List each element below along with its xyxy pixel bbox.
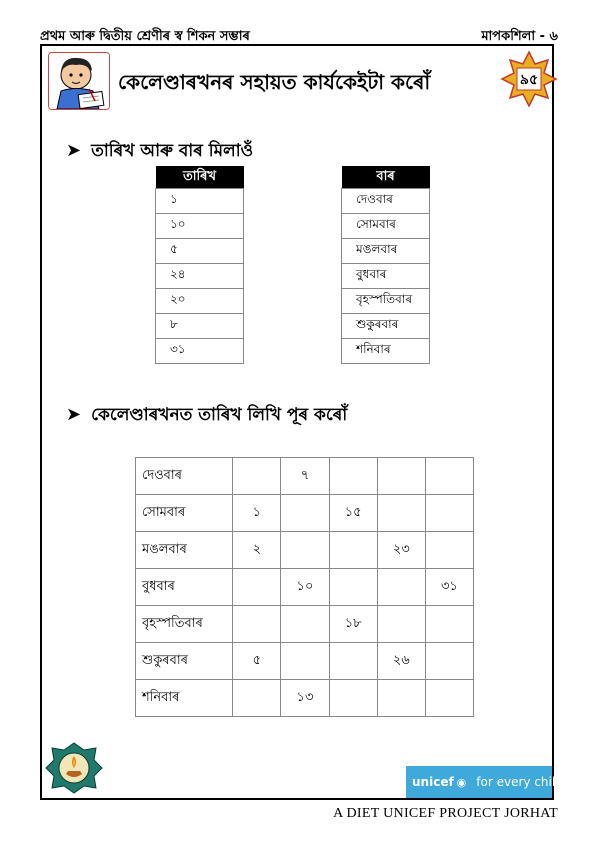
date-cell: ১০ [156, 214, 244, 239]
calendar-day-name: বুধবাৰ [136, 569, 233, 606]
calendar-date-cell: ১৫ [329, 495, 377, 532]
calendar-date-cell [233, 680, 281, 717]
day-cell: শনিবাৰ [342, 339, 430, 364]
date-row [156, 339, 244, 364]
section-calendar-heading [66, 402, 347, 430]
unicef-globe-icon: ◉ [456, 775, 467, 789]
date-row [156, 264, 244, 289]
calendar-date-cell [425, 458, 473, 495]
calendar-row [136, 495, 474, 532]
date-row [156, 239, 244, 264]
unicef-tagline: for every child [476, 775, 563, 789]
date-cell: ৫ [156, 239, 244, 264]
calendar-day-name: বৃহস্পতিবাৰ [136, 606, 233, 643]
calendar-day-name: শনিবাৰ [136, 680, 233, 717]
calendar-day-name: দেওবাৰ [136, 458, 233, 495]
calendar-date-cell [425, 643, 473, 680]
unicef-banner [406, 766, 563, 798]
calendar-date-cell [425, 680, 473, 717]
date-row [156, 214, 244, 239]
page-number-badge [500, 50, 558, 108]
day-row [342, 314, 430, 339]
calendar-date-cell [425, 532, 473, 569]
page-title: কেলেণ্ডাৰখনৰ সহায়ত কাৰ্যকেইটা কৰোঁ [118, 70, 431, 94]
day-row [342, 214, 430, 239]
day-cell: বৃহস্পতিবাৰ [342, 289, 430, 314]
section-match-heading [66, 138, 253, 166]
calendar-day-name: সোমবাৰ [136, 495, 233, 532]
dates-table [155, 166, 244, 364]
lamp-emblem-icon [44, 742, 104, 794]
header-right-chapter: মাপকশিলা - ৬ [481, 29, 558, 44]
days-header: বাৰ [342, 166, 430, 189]
calendar-date-cell [233, 606, 281, 643]
calendar-date-cell: ২৬ [377, 643, 425, 680]
day-cell: শুকুৰবাৰ [342, 314, 430, 339]
calendar-date-cell [329, 569, 377, 606]
unicef-wordmark: unicef [412, 775, 454, 789]
day-row [342, 264, 430, 289]
day-cell: বুধবাৰ [342, 264, 430, 289]
calendar-date-cell: ২ [233, 532, 281, 569]
calendar-row [136, 569, 474, 606]
calendar-row [136, 458, 474, 495]
dates-header: তাৰিখ [156, 166, 244, 189]
calendar-date-cell [377, 495, 425, 532]
day-cell: মঙলবাৰ [342, 239, 430, 264]
calendar-row [136, 680, 474, 717]
calendar-row [136, 606, 474, 643]
arrow-right-icon: ➤ [66, 140, 82, 161]
calendar-date-cell: ১০ [281, 569, 329, 606]
date-row [156, 289, 244, 314]
date-row [156, 314, 244, 339]
day-cell: দেওবাৰ [342, 189, 430, 214]
calendar-date-cell: ১৮ [329, 606, 377, 643]
footer-project-credit: A DIET UNICEF PROJECT JORHAT [333, 806, 558, 821]
calendar-date-cell [281, 532, 329, 569]
calendar-day-name: মঙলবাৰ [136, 532, 233, 569]
calendar-date-cell [233, 458, 281, 495]
calendar-date-cell [281, 643, 329, 680]
calendar-day-name: শুকুৰবাৰ [136, 643, 233, 680]
date-cell: ৩১ [156, 339, 244, 364]
day-cell: সোমবাৰ [342, 214, 430, 239]
header-left-title: প্ৰথম আৰু দ্বিতীয় শ্ৰেণীৰ স্ব শিকন সম্ভাৰ [40, 29, 250, 44]
calendar-row [136, 532, 474, 569]
page-number: ৯৫ [519, 72, 539, 88]
calendar-date-cell [425, 495, 473, 532]
calendar-date-cell: ১৩ [281, 680, 329, 717]
calendar-date-cell [233, 569, 281, 606]
calendar-date-cell: ৩১ [425, 569, 473, 606]
day-row [342, 339, 430, 364]
calendar-date-cell [281, 606, 329, 643]
calendar-date-cell [329, 680, 377, 717]
section-calendar-label: কেলেণ্ডাৰখনত তাৰিখ লিখি পূৰ কৰোঁ [91, 405, 348, 425]
calendar-date-cell [329, 643, 377, 680]
calendar-date-cell [329, 532, 377, 569]
calendar-date-cell [377, 680, 425, 717]
calendar-date-cell [377, 458, 425, 495]
calendar-date-cell: ৫ [233, 643, 281, 680]
day-row [342, 289, 430, 314]
calendar-date-cell [377, 569, 425, 606]
calendar-grid [135, 457, 474, 717]
arrow-right-icon: ➤ [66, 404, 82, 425]
child-writing-icon [48, 52, 110, 110]
calendar-row [136, 643, 474, 680]
date-cell: ৮ [156, 314, 244, 339]
date-cell: ১ [156, 189, 244, 214]
calendar-date-cell [425, 606, 473, 643]
calendar-date-cell [377, 606, 425, 643]
section-match-label: তাৰিখ আৰু বাৰ মিলাওঁ [91, 141, 254, 161]
calendar-date-cell [281, 495, 329, 532]
day-row [342, 189, 430, 214]
date-cell: ২০ [156, 289, 244, 314]
calendar-date-cell: ৭ [281, 458, 329, 495]
calendar-date-cell: ২৩ [377, 532, 425, 569]
date-row [156, 189, 244, 214]
calendar-date-cell: ১ [233, 495, 281, 532]
date-cell: ২৪ [156, 264, 244, 289]
days-table [341, 166, 430, 364]
day-row [342, 239, 430, 264]
calendar-date-cell [329, 458, 377, 495]
